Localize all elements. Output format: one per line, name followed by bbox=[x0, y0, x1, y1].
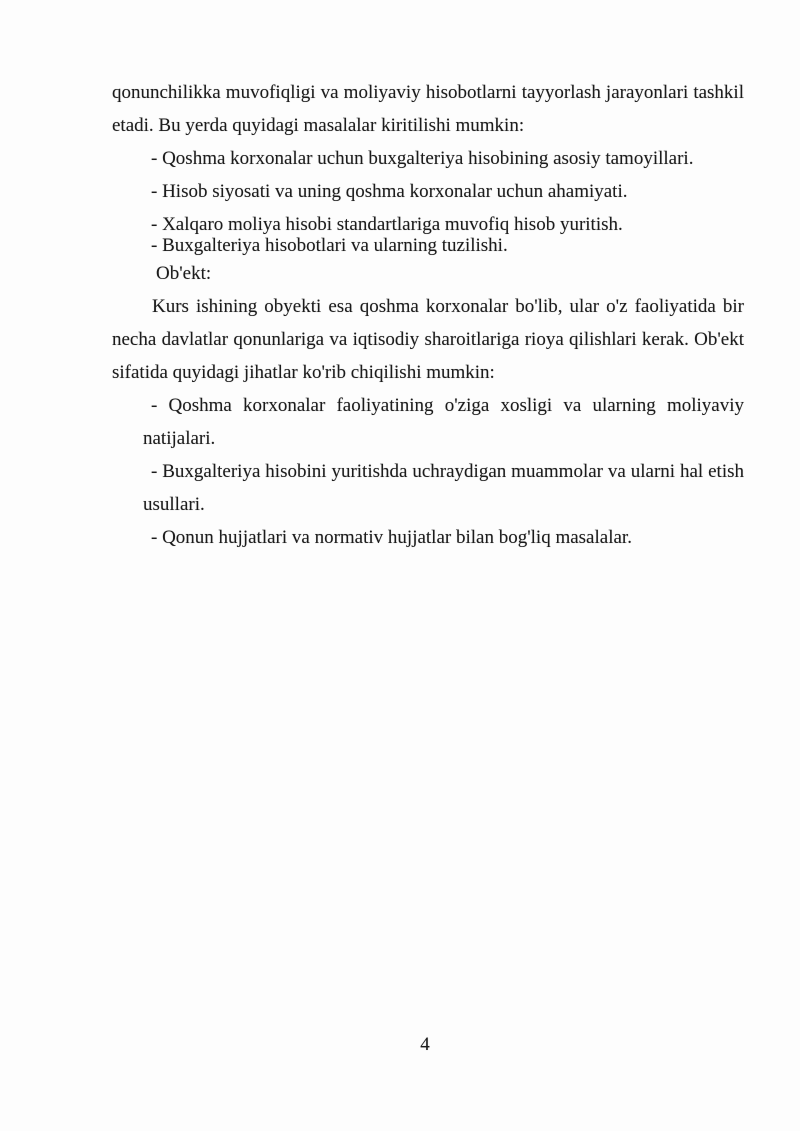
section-label: Ob'ekt: bbox=[156, 263, 212, 284]
text-line: etadi. Bu yerda quyidagi masalalar kiritilishi mumkin: bbox=[112, 115, 525, 136]
list-item: - Qonun hujjatlari va normativ hujjatlar bilan bog'liq masalalar. bbox=[151, 527, 632, 548]
list-item: - Xalqaro moliya hisobi standartlariga muvofiq hisob yuritish. bbox=[151, 214, 623, 235]
paragraph-line: necha davlatlar qonunlariga va iqtisodiy sharoitlariga rioya qilishlari kerak. Ob'ekt bbox=[112, 329, 744, 350]
page-number: 4 bbox=[420, 1034, 430, 1055]
list-item: - Qoshma korxonalar faoliyatining o'ziga xosligi va ularning moliyaviy bbox=[151, 395, 744, 416]
list-item: - Hisob siyosati va uning qoshma korxonalar uchun ahamiyati. bbox=[151, 181, 628, 202]
list-item-wrap-line: usullari. bbox=[143, 494, 205, 515]
paragraph-line: sifatida quyidagi jihatlar ko'rib chiqilishi mumkin: bbox=[112, 362, 495, 383]
text-line: qonunchilikka muvofiqligi va moliyaviy hisobotlarni tayyorlash jarayonlari tashkil bbox=[112, 82, 744, 103]
text-block bbox=[112, 76, 744, 554]
list-item-wrap-line: natijalari. bbox=[143, 428, 216, 449]
list-item: - Buxgalteriya hisobotlari va ularning tuzilishi. bbox=[151, 235, 508, 256]
list-item: - Buxgalteriya hisobini yuritishda uchraydigan muammolar va ularni hal etish bbox=[151, 461, 744, 482]
list-item: - Qoshma korxonalar uchun buxgalteriya hisobining asosiy tamoyillari. bbox=[151, 148, 694, 169]
paragraph-line: Kurs ishining obyekti esa qoshma korxonalar bo'lib, ular o'z faoliyatida bir bbox=[152, 296, 744, 317]
